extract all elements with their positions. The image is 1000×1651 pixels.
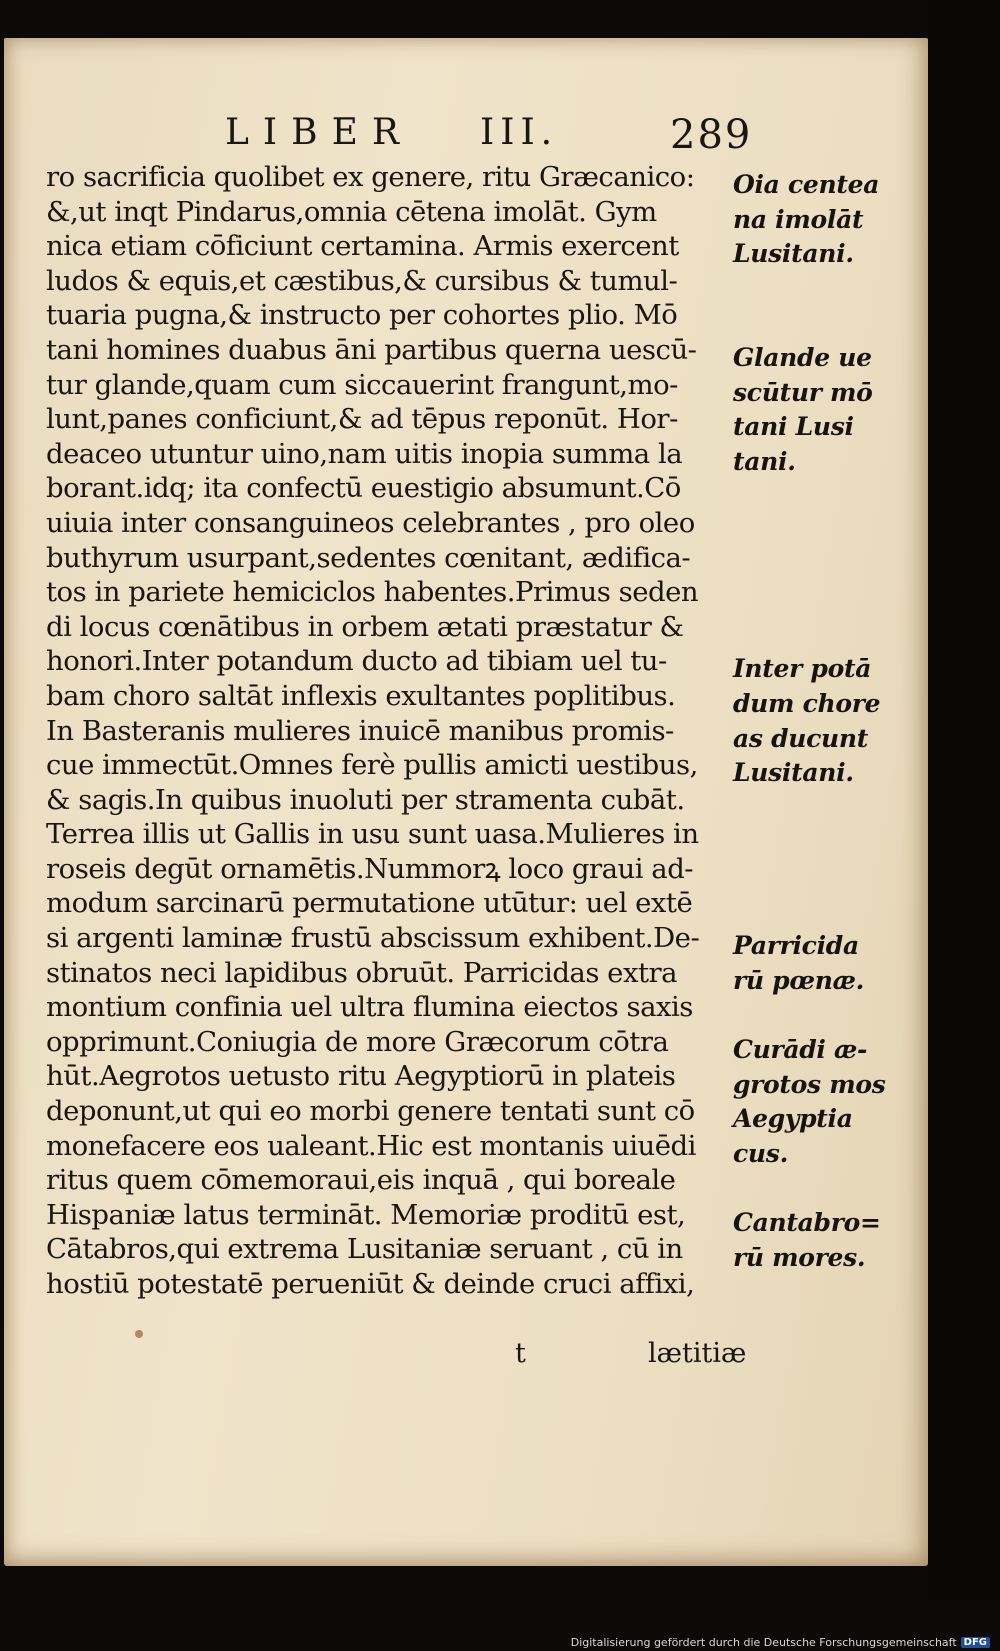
margin-note-line: rū pœnæ. [733, 965, 864, 995]
text-line: Cātabros,qui extrema Lusitaniæ seruant , cū in [46, 1233, 683, 1266]
margin-note-line: Oiа centeа [733, 170, 880, 199]
margin-note-line: tani Lusi [733, 412, 854, 442]
text-line: ro sacrificia quolibet ex genere, ritu Græcanico: [46, 161, 695, 193]
margin-note-line: Glande ue [733, 343, 872, 372]
margin-note [733, 1033, 886, 1171]
credit-text: Digitalisierung gefördert durch die Deutsche Forschungsgemeinschaft [570, 1636, 957, 1649]
margin-note-line: grotos mos [733, 1069, 886, 1099]
text-line: tani homines duabus āni partibus querna uescū- [46, 333, 697, 366]
margin-note-line: as ducunt [733, 723, 869, 753]
text-line: tuaria pugna,& instructo per cohortes plio. Mō [46, 299, 678, 332]
text-line: roseis degūt ornamētis.Nummorꝝ loco graui ad- [46, 852, 694, 885]
text-line: nica etiam cōficiunt certamina. Armis exercent [46, 230, 679, 263]
text-line: modum sarcinarū permutatione utūtur: uel extē [46, 887, 693, 920]
margin-note-line: Inter potā [733, 654, 872, 684]
margin-note [733, 1206, 881, 1275]
text-line: tos in pariete hemiciclos habentes.Primus seden [46, 576, 699, 609]
text-line: deaceo utuntur uino,nam uitis inopia summa la [46, 437, 683, 470]
folio-number: 289 [670, 112, 753, 158]
text-line: &,ut inqt Pindarus,omnia cētena imolāt. Gym [46, 195, 657, 228]
text-line: honori.Inter potandum ducto ad tibiam uel tu- [46, 645, 667, 678]
margin-note-line: Aegyptia [733, 1104, 853, 1134]
margin-note-line: tani. [733, 446, 796, 476]
text-line: Terrea illis ut Gallis in usu sunt uasa.Mulieres in [46, 818, 699, 851]
margin-note-line: scūtur mō [733, 377, 873, 407]
margin-note-line: Lusitani. [733, 758, 854, 788]
text-line: & sagis.In quibus inuoluti per stramenta cubāt. [46, 783, 685, 816]
catchword: lætitiæ [648, 1338, 747, 1369]
margin-note-line: cus. [733, 1138, 788, 1168]
text-line: hostiū potestatē perueniūt & deinde cruci affixi, [46, 1268, 695, 1300]
text-line: ludos & equis,et cæstibus,& cursibus & tumul- [46, 264, 678, 297]
margin-note-line: Lusitani. [733, 239, 854, 269]
text-line: In Basteranis mulieres inuicē manibus promis- [46, 714, 674, 747]
text-line: uiuia inter consanguineos celebrantes , pro oleo [46, 506, 695, 539]
margin-note-line: Cantabro= [733, 1208, 881, 1237]
text-line: tur glande,quam cum siccauerint frangunt,mo- [46, 368, 678, 401]
ink-stain [135, 1330, 143, 1338]
text-line: borant.idq; ita confectū euestigio absumunt.Cō [46, 472, 681, 505]
text-line: montium confinia uel ultra flumina eiectos saxis [46, 991, 693, 1024]
margin-note [733, 652, 880, 790]
text-line: ritus quem cōmemoraui,eis inquā , qui boreale [46, 1164, 676, 1197]
margin-note-line: rū mores. [733, 1242, 866, 1272]
main-text-block [46, 160, 736, 1302]
margin-note-line: dum chore [733, 688, 881, 718]
margin-note [733, 168, 879, 272]
text-line: si argenti laminæ frustū abscissum exhibent.De- [46, 922, 700, 955]
text-line: hūt.Aegrotos uetusto ritu Aegyptiorū in plateis [46, 1060, 676, 1093]
running-head [225, 112, 753, 160]
running-head-liber: LIBER [225, 112, 413, 153]
margin-note [733, 929, 864, 998]
margin-note-line: Curādi æ- [733, 1035, 868, 1064]
margin-note [733, 341, 873, 479]
text-line: Hispaniæ latus termināt. Memoriæ proditū est, [46, 1198, 686, 1231]
text-line: deponunt,ut qui eo morbi genere tentati sunt cō [46, 1095, 695, 1128]
signature-mark: t [515, 1338, 526, 1369]
margin-note-line: Parricida [733, 931, 859, 961]
text-line: cue immectūt.Omnes ferè pullis amicti uestibus, [46, 749, 698, 782]
margin-note-line: na imolāt [733, 204, 864, 234]
text-line: stinatos neci lapidibus obruūt. Parricidas extra [46, 956, 678, 989]
text-line: lunt,panes conficiunt,& ad tēpus reponūt. Hor- [46, 403, 678, 436]
text-line: buthyrum usurpant,sedentes cœnitant, ædifica- [46, 541, 691, 574]
running-head-book-number: III. [480, 112, 559, 153]
digitization-credit [571, 1636, 990, 1649]
text-line: opprimunt.Coniugia de more Græcorum cōtra [46, 1025, 669, 1058]
dfg-logo: DFG [961, 1637, 990, 1648]
text-line: bam choro saltāt inflexis exultantes poplitibus. [46, 679, 676, 712]
text-line: monefacere eos ualeant.Hic est montanis uiuēdi [46, 1129, 696, 1162]
text-line: di locus cœnātibus in orbem ætati præstatur & [46, 610, 684, 643]
scan-background [928, 0, 1000, 1600]
